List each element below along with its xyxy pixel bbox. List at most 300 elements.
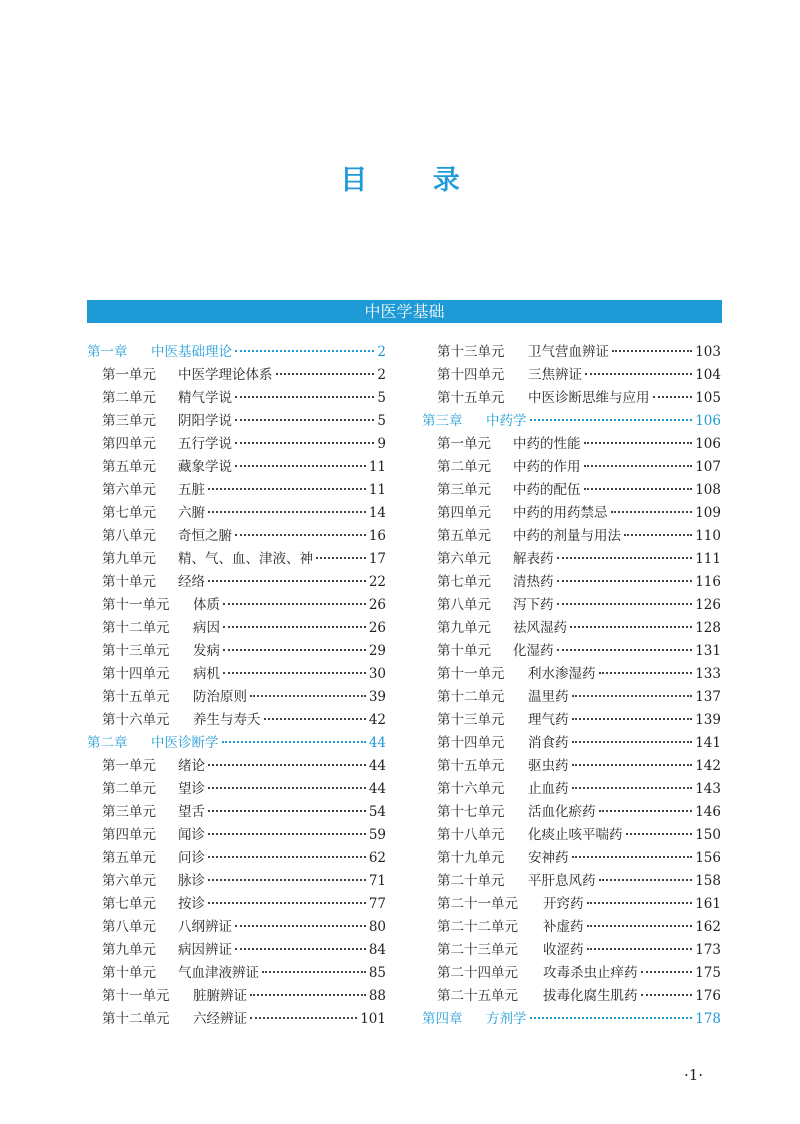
dot-leader <box>208 833 366 835</box>
dot-leader <box>235 534 366 536</box>
dot-leader <box>557 603 693 605</box>
toc-page-number: 106 <box>695 413 721 429</box>
toc-entry-title: 病因 <box>193 620 220 636</box>
dot-leader <box>530 419 693 421</box>
toc-entry[interactable] <box>422 570 721 593</box>
toc-entry-title: 祛风湿药 <box>513 620 567 636</box>
toc-entry-title: 中药的用药禁忌 <box>513 505 608 521</box>
toc-page-number: 16 <box>368 528 386 544</box>
toc-entry[interactable] <box>87 823 386 846</box>
toc-page-number: 22 <box>368 574 386 590</box>
dot-leader <box>584 465 693 467</box>
toc-page-number: 105 <box>695 390 721 406</box>
toc-entry-title: 藏象学说 <box>178 459 232 475</box>
dot-leader <box>250 695 366 697</box>
toc-entry[interactable] <box>87 869 386 892</box>
toc-page-number: 141 <box>695 735 721 751</box>
toc-page-number: 162 <box>695 919 721 935</box>
toc-entry[interactable] <box>87 800 386 823</box>
dot-leader <box>235 925 366 927</box>
toc-page-number: 14 <box>368 505 386 521</box>
toc-page-number: 85 <box>368 965 386 981</box>
toc-unit-label: 第三单元 <box>102 413 156 429</box>
toc-page-number: 158 <box>695 873 721 889</box>
toc-unit-label: 第十六单元 <box>102 712 170 728</box>
dot-leader <box>557 580 693 582</box>
toc-unit-label: 第七单元 <box>102 896 156 912</box>
dot-leader <box>250 1017 357 1019</box>
dot-leader <box>223 672 366 674</box>
toc-entry-title: 按诊 <box>178 896 205 912</box>
dot-leader <box>572 856 693 858</box>
toc-entry[interactable] <box>422 639 721 662</box>
toc-page-number: 88 <box>368 988 386 1004</box>
toc-entry-title: 驱虫药 <box>528 758 569 774</box>
dot-leader <box>223 649 366 651</box>
toc-page-number: 156 <box>695 850 721 866</box>
toc-entry[interactable] <box>87 524 386 547</box>
dot-leader <box>587 902 693 904</box>
dot-leader <box>235 350 374 352</box>
toc-unit-label: 第十四单元 <box>437 367 505 383</box>
toc-unit-label: 第五单元 <box>102 459 156 475</box>
toc-unit-label: 第七单元 <box>437 574 491 590</box>
toc-page-number: 42 <box>368 712 386 728</box>
toc-unit-label: 第八单元 <box>102 528 156 544</box>
toc-page-number: 104 <box>695 367 721 383</box>
toc-chapter[interactable] <box>87 731 386 754</box>
toc-unit-label: 第九单元 <box>102 551 156 567</box>
toc-entry-title: 温里药 <box>528 689 569 705</box>
toc-page-number: 131 <box>695 643 721 659</box>
toc-page-number: 44 <box>368 758 386 774</box>
toc-entry-title: 活血化瘀药 <box>528 804 596 820</box>
toc-entry[interactable] <box>87 708 386 731</box>
toc-chapter[interactable] <box>422 1007 721 1030</box>
toc-unit-label: 第十八单元 <box>437 827 505 843</box>
toc-entry-title: 防治原则 <box>193 689 247 705</box>
toc-entry[interactable] <box>422 685 721 708</box>
dot-leader <box>208 488 366 490</box>
toc-unit-label: 第三单元 <box>102 804 156 820</box>
toc-entry-title: 安神药 <box>528 850 569 866</box>
toc-page-number: 71 <box>368 873 386 889</box>
dot-leader <box>570 626 692 628</box>
dot-leader <box>585 373 692 375</box>
toc-entry-title: 奇恒之腑 <box>178 528 232 544</box>
toc-unit-label: 第一单元 <box>102 758 156 774</box>
dot-leader <box>262 971 366 973</box>
dot-leader <box>208 511 366 513</box>
toc-entry[interactable] <box>422 731 721 754</box>
toc-entry[interactable] <box>87 915 386 938</box>
toc-unit-label: 第四单元 <box>437 505 491 521</box>
toc-entry-title: 中药的作用 <box>513 459 581 475</box>
dot-leader <box>611 511 693 513</box>
toc-unit-label: 第三单元 <box>437 482 491 498</box>
toc-entry-title: 问诊 <box>178 850 205 866</box>
toc-page-number: 44 <box>368 781 386 797</box>
toc-entry-title: 气血津液辨证 <box>178 965 259 981</box>
toc-entry[interactable] <box>87 938 386 961</box>
toc-unit-label: 第六单元 <box>437 551 491 567</box>
toc-entry[interactable] <box>422 363 721 386</box>
toc-page-number: 139 <box>695 712 721 728</box>
toc-entry-title: 中药的配伍 <box>513 482 581 498</box>
toc-page-number: 109 <box>695 505 721 521</box>
toc-page-number: 110 <box>695 528 721 544</box>
dot-leader <box>235 948 366 950</box>
toc-page-number: 26 <box>368 597 386 613</box>
toc-page-number: 77 <box>368 896 386 912</box>
toc-unit-label: 第十五单元 <box>102 689 170 705</box>
toc-entry-title: 望舌 <box>178 804 205 820</box>
toc-entry-title: 收涩药 <box>543 942 584 958</box>
dot-leader <box>208 580 366 582</box>
toc-unit-label: 第十四单元 <box>437 735 505 751</box>
toc-entry[interactable] <box>422 984 721 1007</box>
toc-entry-title: 精、气、血、津液、神 <box>178 551 313 567</box>
dot-leader <box>557 557 693 559</box>
dot-leader <box>572 787 693 789</box>
toc-entry-title: 攻毒杀虫止痒药 <box>543 965 638 981</box>
toc-page-number: 59 <box>368 827 386 843</box>
section-banner: 中医学基础 <box>87 300 722 323</box>
toc-page-number: 101 <box>360 1011 386 1027</box>
toc-unit-label: 第九单元 <box>437 620 491 636</box>
toc-entry-title: 精气学说 <box>178 390 232 406</box>
toc-page-number: 178 <box>695 1011 721 1027</box>
toc-page-number: 29 <box>368 643 386 659</box>
toc-entry-title: 中药学 <box>486 413 527 429</box>
toc-entry[interactable] <box>422 823 721 846</box>
toc-page-number: 108 <box>695 482 721 498</box>
toc-unit-label: 第八单元 <box>437 597 491 613</box>
dot-leader <box>572 741 693 743</box>
toc-entry[interactable] <box>87 432 386 455</box>
toc-unit-label: 第十三单元 <box>102 643 170 659</box>
dot-leader <box>530 1017 693 1019</box>
toc-entry-title: 八纲辨证 <box>178 919 232 935</box>
toc-entry[interactable] <box>87 547 386 570</box>
toc-left-column <box>87 340 386 1030</box>
dot-leader <box>572 764 693 766</box>
toc-entry-title: 病因辨证 <box>178 942 232 958</box>
toc-unit-label: 第二十三单元 <box>437 942 518 958</box>
dot-leader <box>599 810 693 812</box>
toc-page-number: 9 <box>377 436 386 452</box>
dot-leader <box>264 718 366 720</box>
dot-leader <box>235 442 374 444</box>
dot-leader <box>584 488 693 490</box>
toc-entry[interactable] <box>422 662 721 685</box>
toc-entry-title: 发病 <box>193 643 220 659</box>
toc-entry[interactable] <box>422 800 721 823</box>
toc-unit-label: 第六单元 <box>102 482 156 498</box>
toc-entry[interactable] <box>422 961 721 984</box>
toc-entry-title: 经络 <box>178 574 205 590</box>
toc-page-number: 128 <box>695 620 721 636</box>
toc-entry[interactable] <box>87 685 386 708</box>
toc-entry-title: 中药的剂量与用法 <box>513 528 621 544</box>
toc-entry-title: 卫气营血辨证 <box>528 344 609 360</box>
toc-entry-title: 中医学理论体系 <box>178 367 273 383</box>
toc-entry[interactable] <box>422 478 721 501</box>
toc-unit-label: 第二单元 <box>102 390 156 406</box>
dot-leader <box>208 879 366 881</box>
toc-right-column <box>422 340 721 1030</box>
toc-page-number: 175 <box>695 965 721 981</box>
toc-page-number: 161 <box>695 896 721 912</box>
toc-entry-title: 利水渗湿药 <box>528 666 596 682</box>
toc-unit-label: 第十二单元 <box>102 1011 170 1027</box>
dot-leader <box>584 442 693 444</box>
dot-leader <box>653 396 693 398</box>
toc-unit-label: 第十五单元 <box>437 758 505 774</box>
toc-entry-title: 中医基础理论 <box>151 344 232 360</box>
toc-entry-title: 中药的性能 <box>513 436 581 452</box>
toc-entry[interactable] <box>422 455 721 478</box>
toc-page-number: 5 <box>377 390 386 406</box>
dot-leader <box>208 810 366 812</box>
toc-entry[interactable] <box>87 1007 386 1030</box>
toc-unit-label: 第一单元 <box>102 367 156 383</box>
toc-unit-label: 第十五单元 <box>437 390 505 406</box>
toc-entry-title: 中医诊断思维与应用 <box>528 390 650 406</box>
toc-unit-label: 第七单元 <box>102 505 156 521</box>
toc-page-number: 17 <box>368 551 386 567</box>
toc-page-number: 54 <box>368 804 386 820</box>
toc-page-number: 11 <box>368 459 386 475</box>
toc-unit-label: 第二单元 <box>437 459 491 475</box>
toc-unit-label: 第十一单元 <box>437 666 505 682</box>
dot-leader <box>572 718 693 720</box>
toc-page-number: 103 <box>695 344 721 360</box>
toc-entry-title: 止血药 <box>528 781 569 797</box>
dot-leader <box>235 465 366 467</box>
dot-leader <box>641 994 693 996</box>
toc-entry-title: 六腑 <box>178 505 205 521</box>
toc-entry-title: 病机 <box>193 666 220 682</box>
toc-page-number: 106 <box>695 436 721 452</box>
toc-entry-title: 六经辨证 <box>193 1011 247 1027</box>
toc-page-number: 176 <box>695 988 721 1004</box>
toc-page-number: 26 <box>368 620 386 636</box>
toc-unit-label: 第四单元 <box>102 436 156 452</box>
dot-leader <box>599 672 693 674</box>
toc-entry[interactable] <box>87 363 386 386</box>
dot-leader <box>587 925 693 927</box>
toc-unit-label: 第一单元 <box>437 436 491 452</box>
toc-entry[interactable] <box>87 846 386 869</box>
toc-entry[interactable] <box>87 570 386 593</box>
toc-unit-label: 第五单元 <box>437 528 491 544</box>
toc-entry-title: 望诊 <box>178 781 205 797</box>
toc-entry-title: 脏腑辨证 <box>193 988 247 1004</box>
toc-chapter[interactable] <box>422 409 721 432</box>
toc-unit-label: 第十三单元 <box>437 712 505 728</box>
toc-entry[interactable] <box>422 846 721 869</box>
dot-leader <box>599 879 693 881</box>
dot-leader <box>626 833 693 835</box>
toc-unit-label: 第二十二单元 <box>437 919 518 935</box>
toc-page-number: 80 <box>368 919 386 935</box>
toc-entry-title: 五行学说 <box>178 436 232 452</box>
toc-page-number: 84 <box>368 942 386 958</box>
toc-entry[interactable] <box>422 386 721 409</box>
toc-unit-label: 第二十四单元 <box>437 965 518 981</box>
toc-entry-title: 清热药 <box>513 574 554 590</box>
toc-entry[interactable] <box>422 777 721 800</box>
toc-entry[interactable] <box>87 501 386 524</box>
toc-entry-title: 闻诊 <box>178 827 205 843</box>
toc-entry[interactable] <box>87 639 386 662</box>
toc-entry[interactable] <box>87 616 386 639</box>
toc-entry[interactable] <box>422 524 721 547</box>
toc-entry[interactable] <box>422 593 721 616</box>
toc-page-number: 173 <box>695 942 721 958</box>
toc-page-number: 146 <box>695 804 721 820</box>
toc-chapter[interactable] <box>87 340 386 363</box>
toc-entry[interactable] <box>422 708 721 731</box>
toc-page-number: 116 <box>695 574 721 590</box>
toc-page-number: 143 <box>695 781 721 797</box>
toc-unit-label: 第十三单元 <box>437 344 505 360</box>
toc-page-number: 137 <box>695 689 721 705</box>
toc-page-number: 111 <box>695 551 721 567</box>
toc-entry[interactable] <box>87 593 386 616</box>
toc-unit-label: 第十六单元 <box>437 781 505 797</box>
toc-entry[interactable] <box>87 777 386 800</box>
toc-entry-title: 开窍药 <box>543 896 584 912</box>
toc-page-number: 5 <box>377 413 386 429</box>
toc-unit-label: 第六单元 <box>102 873 156 889</box>
toc-entry-title: 泻下药 <box>513 597 554 613</box>
toc-entry[interactable] <box>87 754 386 777</box>
toc-entry-title: 化痰止咳平喘药 <box>528 827 623 843</box>
toc-entry[interactable] <box>422 340 721 363</box>
toc-page-number: 44 <box>368 735 386 751</box>
toc-page-number: 126 <box>695 597 721 613</box>
dot-leader <box>208 787 366 789</box>
toc-page-number: 142 <box>695 758 721 774</box>
toc-unit-label: 第九单元 <box>102 942 156 958</box>
toc-entry[interactable] <box>422 938 721 961</box>
toc-unit-label: 第十单元 <box>437 643 491 659</box>
toc-unit-label: 第三章 <box>422 413 463 429</box>
toc-entry-title: 化湿药 <box>513 643 554 659</box>
toc-entry[interactable] <box>87 386 386 409</box>
toc-entry[interactable] <box>422 616 721 639</box>
toc-unit-label: 第十一单元 <box>102 597 170 613</box>
toc-entry[interactable] <box>87 478 386 501</box>
toc-page-number: 11 <box>368 482 386 498</box>
toc-unit-label: 第二十单元 <box>437 873 505 889</box>
toc-unit-label: 第八单元 <box>102 919 156 935</box>
dot-leader <box>223 603 366 605</box>
dot-leader <box>316 557 366 559</box>
toc-unit-label: 第二单元 <box>102 781 156 797</box>
toc-entry[interactable] <box>87 455 386 478</box>
dot-leader <box>208 764 366 766</box>
toc-page-number: 39 <box>368 689 386 705</box>
toc-entry-title: 平肝息风药 <box>528 873 596 889</box>
toc-unit-label: 第二十一单元 <box>437 896 518 912</box>
toc-entry[interactable] <box>422 869 721 892</box>
dot-leader <box>612 350 692 352</box>
toc-unit-label: 第十二单元 <box>102 620 170 636</box>
toc-page-number: 2 <box>377 367 386 383</box>
toc-unit-label: 第二章 <box>87 735 128 751</box>
toc-unit-label: 第二十五单元 <box>437 988 518 1004</box>
toc-page-number: 30 <box>368 666 386 682</box>
toc-page-number: 107 <box>695 459 721 475</box>
toc-entry[interactable] <box>422 432 721 455</box>
toc-entry[interactable] <box>422 754 721 777</box>
toc-entry[interactable] <box>422 501 721 524</box>
toc-page-number: 62 <box>368 850 386 866</box>
page-title: 目 录 <box>340 165 488 196</box>
dot-leader <box>235 396 374 398</box>
dot-leader <box>208 856 366 858</box>
toc-entry[interactable] <box>87 892 386 915</box>
toc-entry-title: 绪论 <box>178 758 205 774</box>
toc-entry-title: 中医诊断学 <box>151 735 219 751</box>
toc-unit-label: 第十九单元 <box>437 850 505 866</box>
toc-entry[interactable] <box>87 409 386 432</box>
toc-entry-title: 消食药 <box>528 735 569 751</box>
toc-entry-title: 养生与寿夭 <box>193 712 261 728</box>
toc-entry-title: 阴阳学说 <box>178 413 232 429</box>
toc-entry[interactable] <box>87 984 386 1007</box>
toc-entry-title: 体质 <box>193 597 220 613</box>
dot-leader <box>587 948 693 950</box>
toc-entry-title: 解表药 <box>513 551 554 567</box>
toc-entry[interactable] <box>422 547 721 570</box>
dot-leader <box>250 994 366 996</box>
toc-unit-label: 第四单元 <box>102 827 156 843</box>
toc-entry-title: 三焦辨证 <box>528 367 582 383</box>
dot-leader <box>641 971 693 973</box>
dot-leader <box>223 626 366 628</box>
toc-entry-title: 方剂学 <box>486 1011 527 1027</box>
toc-unit-label: 第十七单元 <box>437 804 505 820</box>
toc-unit-label: 第十单元 <box>102 965 156 981</box>
dot-leader <box>208 902 366 904</box>
toc-unit-label: 第十一单元 <box>102 988 170 1004</box>
toc-unit-label: 第十二单元 <box>437 689 505 705</box>
dot-leader <box>235 419 374 421</box>
dot-leader <box>557 649 693 651</box>
toc-entry[interactable] <box>422 915 721 938</box>
toc-unit-label: 第四章 <box>422 1011 463 1027</box>
toc-entry-title: 拔毒化腐生肌药 <box>543 988 638 1004</box>
toc-entry[interactable] <box>87 662 386 685</box>
toc-entry-title: 脉诊 <box>178 873 205 889</box>
dot-leader <box>572 695 693 697</box>
toc-unit-label: 第十单元 <box>102 574 156 590</box>
toc-entry[interactable] <box>422 892 721 915</box>
dot-leader <box>276 373 375 375</box>
dot-leader <box>222 741 366 743</box>
toc-unit-label: 第五单元 <box>102 850 156 866</box>
toc-page-number: 2 <box>377 344 386 360</box>
toc-entry-title: 补虚药 <box>543 919 584 935</box>
toc-entry-title: 五脏 <box>178 482 205 498</box>
page-number: ·1· <box>684 1066 704 1084</box>
toc-entry[interactable] <box>87 961 386 984</box>
toc-page-number: 133 <box>695 666 721 682</box>
